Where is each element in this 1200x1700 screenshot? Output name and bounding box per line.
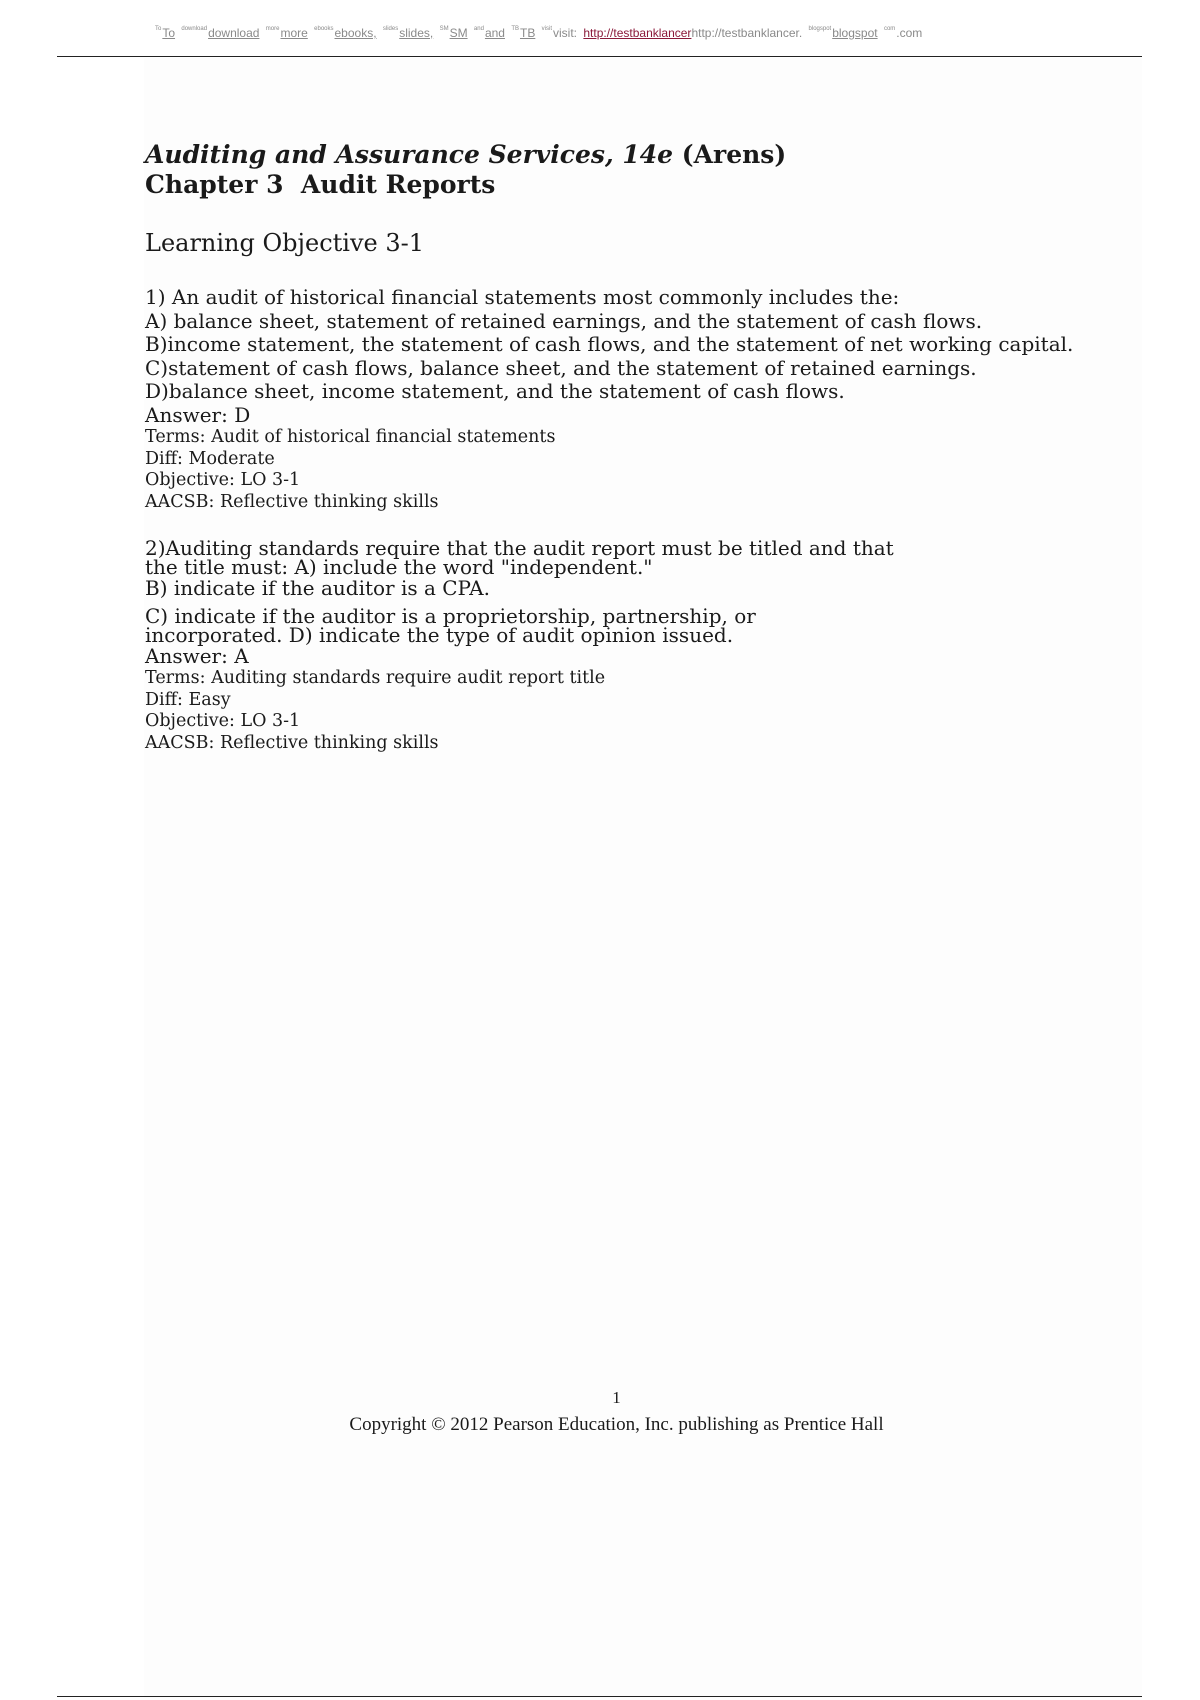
header-superscript: and: [473, 26, 484, 32]
option-c: C)statement of cash flows, balance sheet, and the statement of retained earnings.: [145, 355, 977, 380]
option-a: A) balance sheet, statement of retained earnings, and the statement of cash flows.: [145, 308, 983, 333]
header-word: ebooks,: [334, 26, 377, 40]
header-word: and: [484, 26, 505, 40]
header-superscript: download: [181, 26, 208, 32]
header-word: slides,: [399, 26, 434, 40]
difficulty: Diff: Moderate: [145, 448, 275, 469]
header-superscript: SM: [439, 26, 449, 32]
header-link-duplicate: http://testbanklancer.: [691, 26, 803, 40]
option-d: D)balance sheet, income statement, and the statement of cash flows.: [145, 379, 845, 403]
option-b: B) indicate if the auditor is a CPA.: [145, 576, 490, 600]
header-superscript: blogspot: [808, 26, 832, 32]
aacsb: AACSB: Reflective thinking skills: [145, 732, 439, 753]
option-b: B)income statement, the statement of cash flows, and the statement of net working capital.: [145, 332, 1074, 356]
header-link-strip: [155, 22, 925, 40]
header-superscript: ebooks: [314, 26, 334, 32]
objective: Objective: LO 3-1: [145, 470, 301, 490]
page-footer: [0, 1388, 1200, 1436]
header-word: blogspot: [832, 26, 878, 40]
question-1: [145, 286, 1135, 513]
question-stem: 1) An audit of historical financial statements most commonly includes the:: [145, 285, 900, 309]
header-superscript: slides: [382, 26, 399, 32]
terms: Terms: Audit of historical financial statements: [145, 427, 556, 447]
book-title-author: (Arens): [681, 140, 787, 169]
header-superscript: more: [265, 26, 280, 32]
chapter-title: Chapter 3 Audit Reports: [145, 170, 496, 199]
difficulty: Diff: Easy: [145, 689, 231, 710]
header-word: To: [162, 26, 176, 40]
objective: Objective: LO 3-1: [145, 711, 301, 731]
aacsb: AACSB: Reflective thinking skills: [145, 491, 439, 512]
header-word: visit:: [553, 26, 578, 40]
book-title-italic: Auditing and Assurance Services, 14e: [145, 140, 674, 169]
footer-divider: [57, 1696, 1142, 1697]
question-stem-continued: the title must: A) include the word "independent.": [145, 555, 653, 579]
header-superscript: To: [155, 26, 162, 32]
page-number: 1: [612, 1388, 621, 1407]
header-word: TB: [519, 26, 536, 40]
question-2: [145, 536, 1135, 754]
book-title: [145, 140, 1135, 170]
question-stem: 2)Auditing standards require that the audit report must be titled and that: [145, 536, 894, 560]
option-c-continued: incorporated. D) indicate the type of audit opinion issued.: [145, 622, 734, 647]
header-superscript: visit: [541, 26, 553, 32]
testbanklancer-link[interactable]: http://testbanklancer: [583, 26, 692, 40]
header-word: download: [208, 26, 260, 40]
copyright-notice: Copyright © 2012 Pearson Education, Inc. publishing as Prentice Hall: [349, 1414, 884, 1435]
terms: Terms: Auditing standards require audit report title: [145, 668, 606, 688]
header-word: .com: [896, 26, 923, 40]
option-c: C) indicate if the auditor is a proprietorship, partnership, or: [145, 603, 756, 628]
answer: Answer: A: [145, 643, 249, 668]
answer: Answer: D: [145, 402, 251, 427]
header-word: SM: [449, 26, 468, 40]
learning-objective-heading: Learning Objective 3-1: [145, 229, 424, 257]
header-superscript: com: [883, 26, 896, 32]
document-body: [145, 140, 1135, 754]
header-superscript: TB: [511, 26, 519, 32]
header-divider: [57, 56, 1142, 57]
header-word: more: [280, 26, 308, 40]
